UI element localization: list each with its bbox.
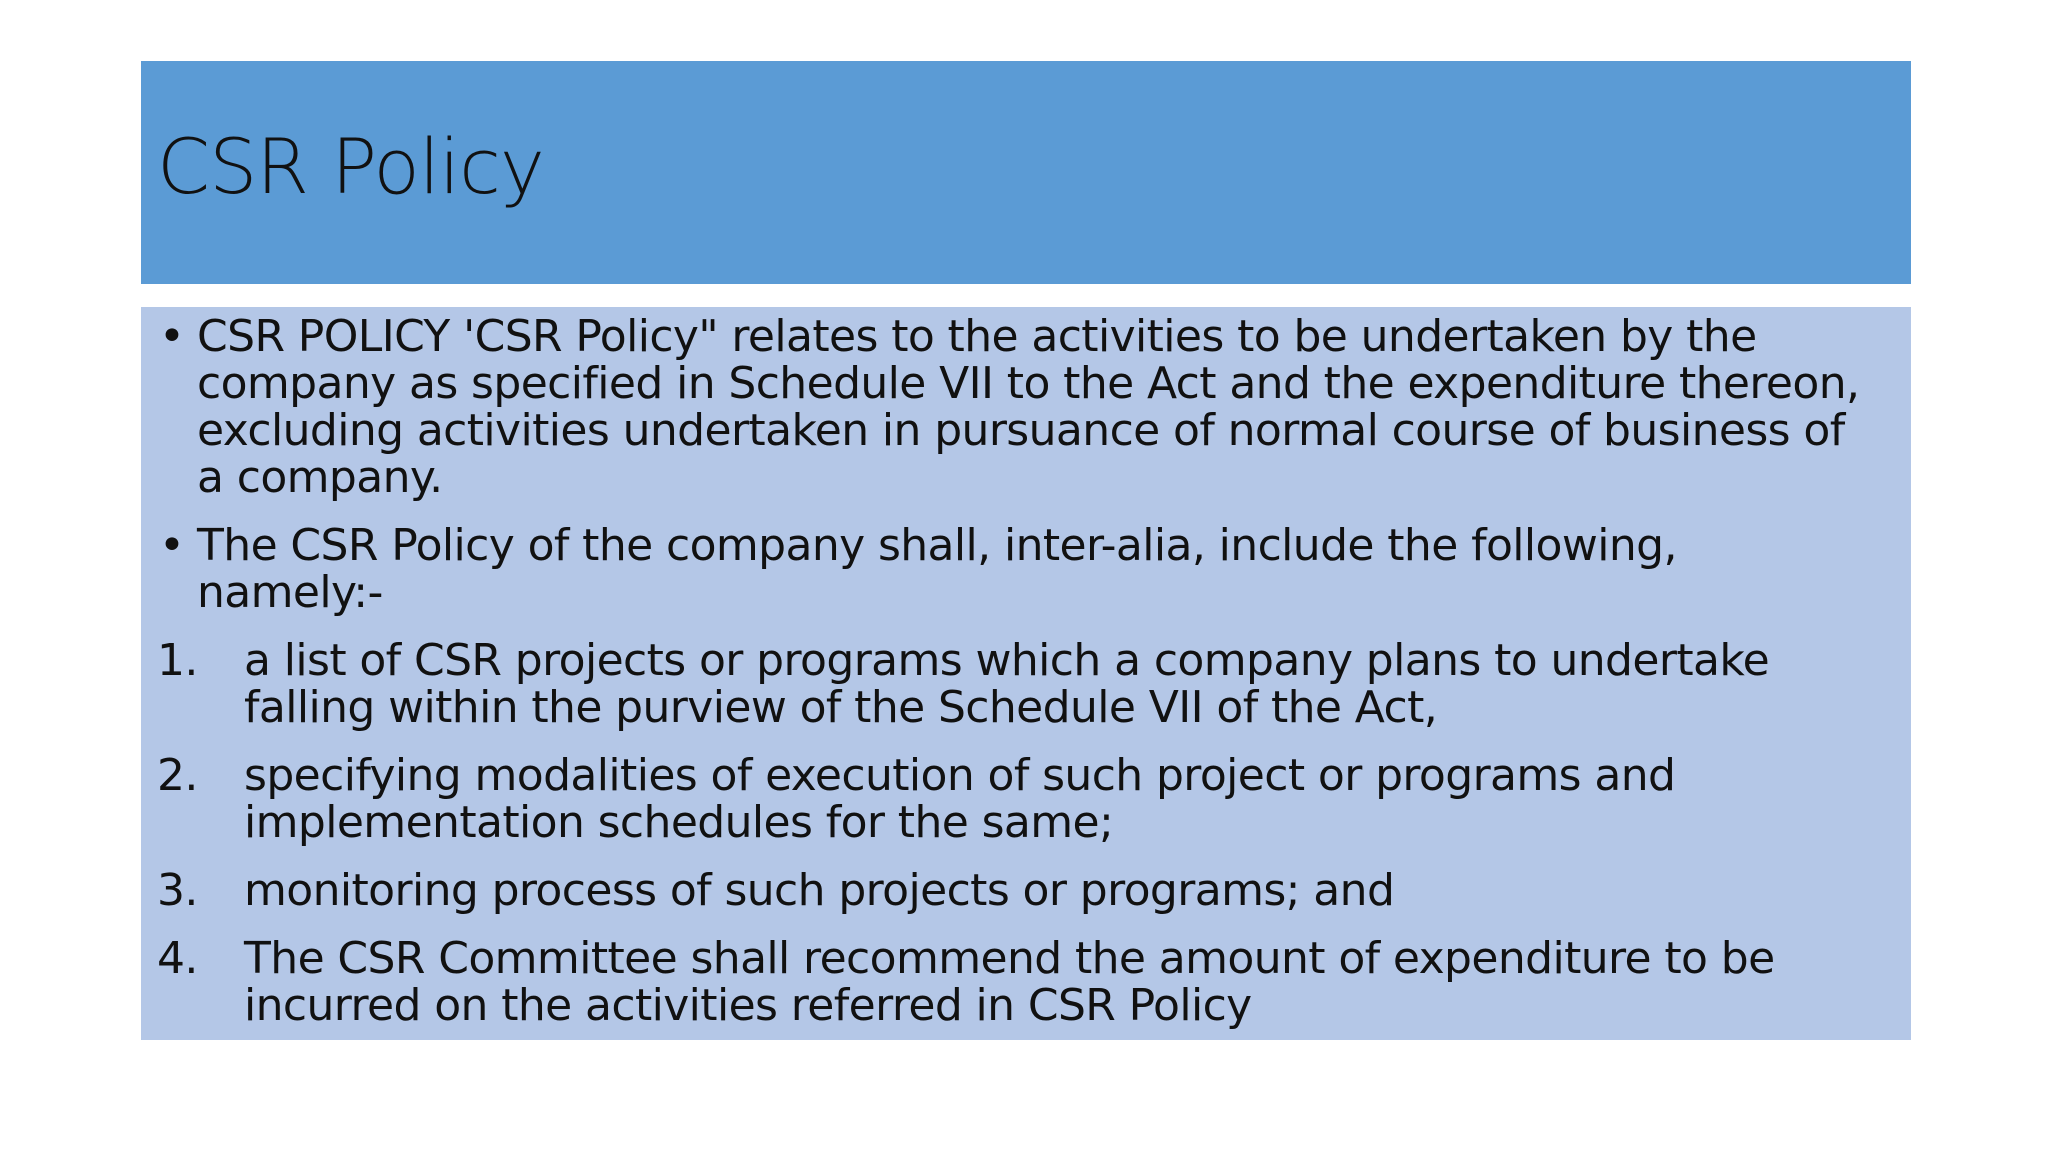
bullet-text: CSR POLICY 'CSR Policy" relates to the activities to be undertaken by the company as specified in Schedule VII to the Act and the expenditure thereon, excluding activities undertaken in pursuance of normal course of business of a company.	[197, 311, 1860, 503]
number-marker: 2.	[157, 750, 198, 801]
numbered-item	[157, 752, 1875, 846]
content-box	[141, 307, 1911, 1040]
bullet-item	[157, 522, 1875, 616]
slide-title: CSR Policy	[157, 122, 544, 211]
numbered-text: a list of CSR projects or programs which a company plans to undertake falling within the purview of the Schedule VII of the Act,	[244, 635, 1770, 733]
numbered-text: specifying modalities of execution of such project or programs and implementation schedules for the same;	[244, 750, 1676, 848]
numbered-item	[157, 867, 1875, 914]
bullet-marker: •	[159, 311, 185, 362]
numbered-item	[157, 637, 1875, 731]
numbered-text: monitoring process of such projects or programs; and	[244, 865, 1395, 916]
number-marker: 3.	[157, 865, 198, 916]
title-bar	[141, 61, 1911, 284]
number-marker: 4.	[157, 933, 198, 984]
numbered-item	[157, 935, 1875, 1029]
bullet-marker: •	[159, 520, 185, 571]
bullet-item	[157, 313, 1875, 501]
bullet-text: The CSR Policy of the company shall, inter-alia, include the following, namely:-	[197, 520, 1677, 618]
numbered-text: The CSR Committee shall recommend the amount of expenditure to be incurred on the activities referred in CSR Policy	[244, 933, 1775, 1031]
number-marker: 1.	[157, 635, 198, 686]
